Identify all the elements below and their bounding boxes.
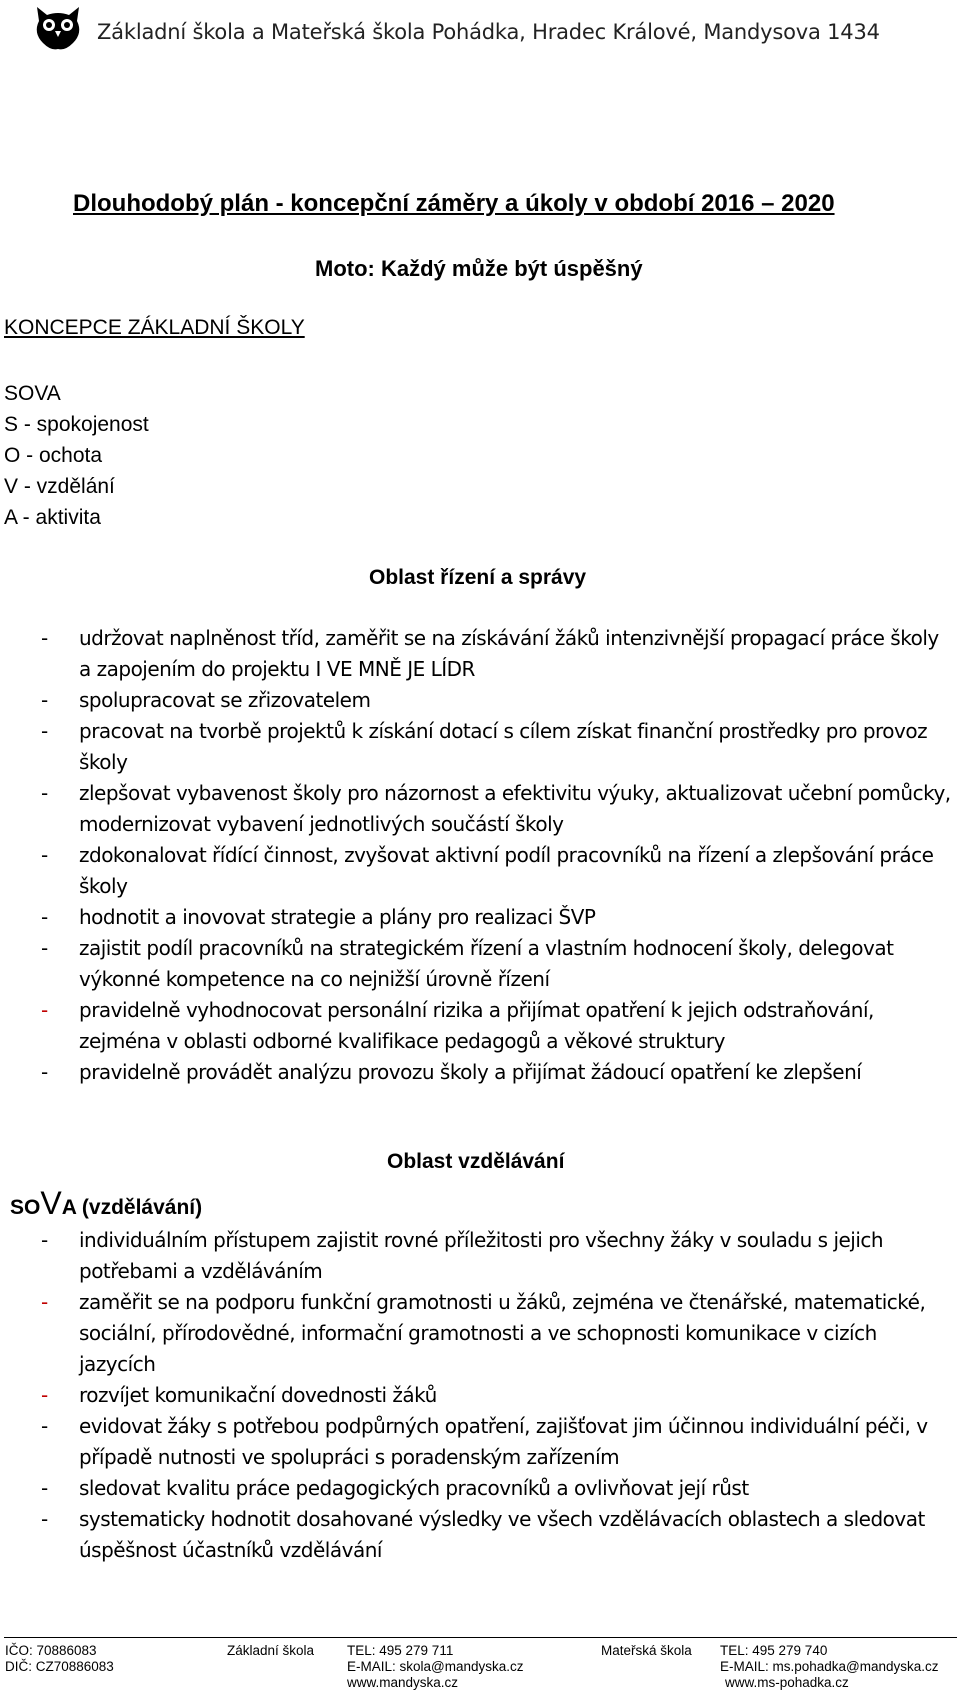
sova-suffix: A (vzdělávání) — [61, 1196, 203, 1219]
list-item-text: rozvíjet komunikační dovednosti žáků — [79, 1383, 437, 1407]
list-bullet-dash: - — [41, 998, 48, 1022]
concept-heading: KONCEPCE ZÁKLADNÍ ŠKOLY — [4, 316, 305, 339]
list-item-text: zdokonalovat řídící činnost, zvyšovat aktivní podíl pracovníků na řízení a zlepšování práce školy — [79, 843, 934, 898]
list-bullet-dash: - — [41, 1383, 48, 1407]
sova-line-v: V - vzdělání — [4, 475, 115, 498]
list-item — [0, 840, 960, 902]
list-bullet-dash: - — [41, 1228, 48, 1252]
list-bullet-dash: - — [41, 936, 48, 960]
list-bullet-dash: - — [41, 843, 48, 867]
page-title: Dlouhodobý plán - koncepční záměry a úkoly v období 2016 – 2020 — [73, 190, 835, 217]
list-item-text: individuálním přístupem zajistit rovné příležitosti pro všechny žáky v souladu s jejich potřebami a vzděláváním — [79, 1228, 884, 1283]
motto: Moto: Každý může být úspěšný — [315, 256, 643, 281]
list-item-text: zlepšovat vybavenost školy pro názornost a efektivitu výuky, aktualizovat učební pomůcky, modernizovat vybavení jednotlivých součástí školy — [79, 781, 951, 836]
list-item-text: udržovat naplněnost tříd, zaměřit se na získávání žáků intenzivnější propagací práce školy a zapojením do projektu I VE MNĚ JE LÍDR — [79, 626, 939, 681]
list-item-text: pravidelně provádět analýzu provozu školy a přijímat žádoucí opatření ke zlepšení — [79, 1060, 862, 1084]
list-item-text: sledovat kvalitu práce pedagogických pracovníků a ovlivňovat její růst — [79, 1476, 749, 1500]
section-education-title: Oblast vzdělávání — [387, 1150, 565, 1173]
footer-ms-email[interactable]: E-MAIL: ms.pohadka@mandyska.cz — [720, 1659, 939, 1674]
list-item — [0, 902, 960, 933]
list-item — [0, 1287, 960, 1380]
footer-zs-email[interactable]: E-MAIL: skola@mandyska.cz — [347, 1659, 524, 1674]
list-item — [0, 1057, 960, 1088]
header-school-name: Základní škola a Mateřská škola Pohádka, Hradec Králové, Mandysova 1434 — [97, 20, 880, 44]
list-item-text: zaměřit se na podporu funkční gramotnosti u žáků, zejména ve čtenářské, matematické, sociální, přírodovědné, informační gramotnosti a ve schopnosti komunikace v cizích jazycích — [79, 1290, 926, 1376]
section-management-title: Oblast řízení a správy — [369, 566, 587, 589]
list-item — [0, 1225, 960, 1287]
list-item — [0, 933, 960, 995]
list-item — [0, 685, 960, 716]
owl-logo-icon — [33, 5, 83, 51]
list-item-text: spolupracovat se zřizovatelem — [79, 688, 371, 712]
sova-big-letter: V — [40, 1185, 62, 1221]
footer-ico: IČO: 70886083 — [5, 1643, 97, 1658]
education-task-list — [0, 1225, 960, 1566]
footer-dic: DIČ: CZ70886083 — [5, 1659, 114, 1674]
list-bullet-dash: - — [41, 1290, 48, 1314]
list-item-text: pracovat na tvorbě projektů k získání dotací s cílem získat finanční prostředky pro provoz školy — [79, 719, 928, 774]
list-bullet-dash: - — [41, 626, 48, 650]
management-task-list — [0, 623, 960, 1088]
list-item — [0, 623, 960, 685]
sova-line-s: S - spokojenost — [4, 413, 149, 436]
sova-prefix: SO — [10, 1196, 41, 1219]
list-item-text: hodnotit a inovovat strategie a plány pro realizaci ŠVP — [79, 905, 596, 929]
list-item-text: zajistit podíl pracovníků na strategickém řízení a vlastním hodnocení školy, delegovat výkonné kompetence na co nejnižší úrovně řízení — [79, 936, 894, 991]
list-item — [0, 1473, 960, 1504]
sova-line-a: A - aktivita — [4, 506, 101, 529]
footer-zs-label: Základní škola — [227, 1643, 315, 1658]
footer-ms-web[interactable]: www.ms-pohadka.cz — [725, 1675, 849, 1690]
footer-ms-tel: TEL: 495 279 740 — [720, 1643, 828, 1658]
sova-acronym-list — [4, 378, 149, 533]
list-bullet-dash: - — [41, 781, 48, 805]
list-item-text: systematicky hodnotit dosahované výsledky ve všech vzdělávacích oblastech a sledovat úspěšnost účastníků vzdělávání — [79, 1507, 925, 1562]
list-item — [0, 1504, 960, 1566]
list-bullet-dash: - — [41, 719, 48, 743]
sova-education-label — [10, 1185, 202, 1222]
list-bullet-dash: - — [41, 905, 48, 929]
list-item-text: evidovat žáky s potřebou podpůrných opatření, zajišťovat jim účinnou individuální péči, v případě nutnosti ve spolupráci s poradenským zařízením — [79, 1414, 928, 1469]
sova-line-o: O - ochota — [4, 444, 103, 467]
list-item — [0, 716, 960, 778]
footer-zs-tel: TEL: 495 279 711 — [347, 1643, 454, 1658]
list-item — [0, 995, 960, 1057]
list-bullet-dash: - — [41, 688, 48, 712]
sova-title: SOVA — [4, 382, 61, 405]
list-bullet-dash: - — [41, 1507, 48, 1531]
list-bullet-dash: - — [41, 1414, 48, 1438]
footer-zs-web[interactable]: www.mandyska.cz — [347, 1675, 459, 1690]
list-item — [0, 1380, 960, 1411]
footer-divider — [4, 1637, 957, 1638]
list-item — [0, 1411, 960, 1473]
footer-ms-label: Mateřská škola — [601, 1643, 692, 1658]
list-bullet-dash: - — [41, 1476, 48, 1500]
page-header — [0, 0, 960, 64]
list-item — [0, 778, 960, 840]
list-item-text: pravidelně vyhodnocovat personální rizika a přijímat opatření k jejich odstraňování, zejména v oblasti odborné kvalifikace pedagogů a věkové struktury — [79, 998, 874, 1053]
list-bullet-dash: - — [41, 1060, 48, 1084]
